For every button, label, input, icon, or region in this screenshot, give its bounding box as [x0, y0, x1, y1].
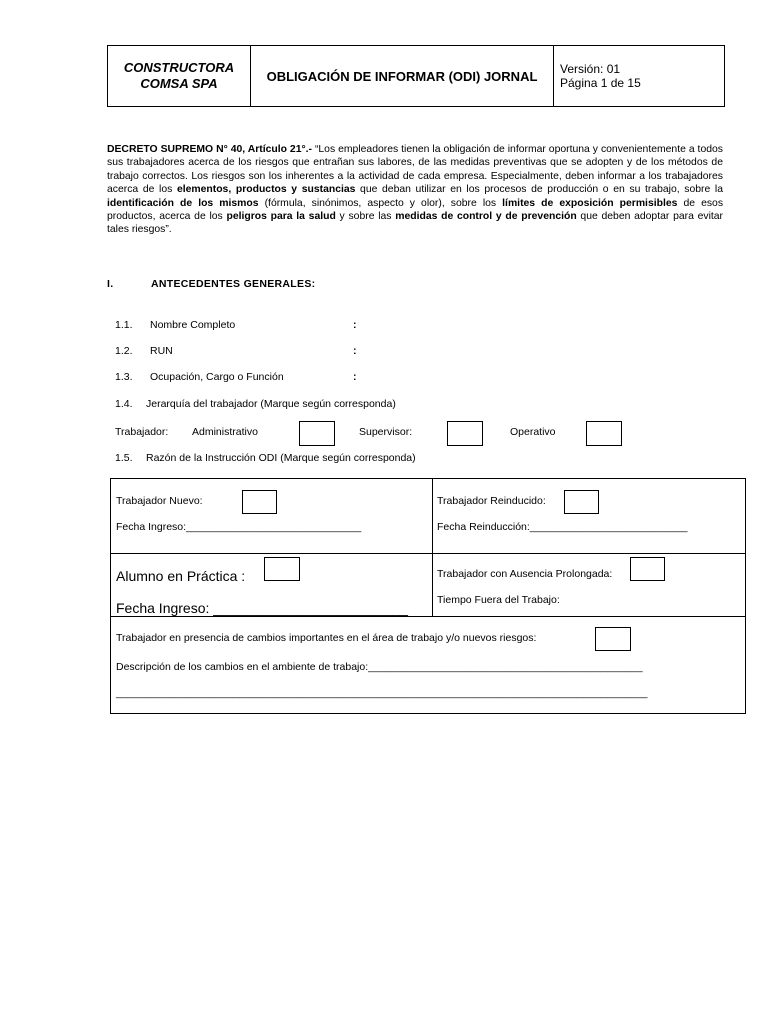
checkbox-reinduced-worker[interactable]: [564, 490, 599, 514]
decree-reference: DECRETO SUPREMO N° 40, Artículo 21°.-: [107, 144, 312, 155]
company-name-line2: COMSA SPA: [140, 76, 218, 91]
checkbox-administrativo[interactable]: [299, 421, 335, 446]
company-name-line1: CONSTRUCTORA: [123, 60, 235, 75]
field-row-occupation: 1.3. Ocupación, Cargo o Función :: [115, 371, 357, 383]
field-colon[interactable]: :: [353, 371, 357, 383]
reason-table: [110, 478, 746, 714]
section-heading: [107, 278, 316, 290]
option-administrativo-label: Administrativo: [192, 426, 258, 438]
field-row-run: 1.2. RUN :: [115, 345, 357, 357]
checkbox-operativo[interactable]: [586, 421, 622, 446]
changes-description-field[interactable]: Descripción de los cambios en el ambiente de trabajo:_______________________________________________: [116, 661, 643, 673]
hierarchy-heading: 1.4. Jerarquía del trabajador (Marque según corresponda): [115, 398, 396, 410]
reinduced-worker-label: Trabajador Reinducido:: [437, 495, 546, 507]
checkbox-changes[interactable]: [595, 627, 631, 651]
hierarchy-prefix: Trabajador:: [115, 426, 169, 438]
version-label: Versión: 01: [560, 62, 621, 76]
time-out-label: Tiempo Fuera del Trabajo:: [437, 594, 560, 606]
field-label-run: RUN: [150, 345, 173, 357]
field-colon[interactable]: :: [353, 345, 357, 357]
checkbox-supervisor[interactable]: [447, 421, 483, 446]
student-label: Alumno en Práctica :: [116, 568, 246, 584]
decree-paragraph: DECRETO SUPREMO N° 40, Artículo 21°.- “Los empleadores tienen la obligación de informar oportuna y convenientemente a todos sus trabajadores acerca de los riesgos que entrañan sus labores, de las medidas preventivas que se adopten y de los métodos de trabajo correctos. Los riesgos son los inherentes a la actividad de cada empresa. Especialmente, deben informar a los trabajadores acerca de los elementos, productos y sustancias que deban utilizar en los procesos de producción o en su trabajo, sobre la identificación de los mismos (fórmula, sinónimos, aspecto y olor), sobre los límites de exposición permisibles de esos productos, acerca de los peligros para la salud y sobre las medidas de control y de prevención que deben adoptar para evitar tales riesgos”.: [107, 144, 724, 236]
student-entry-date-field[interactable]: Fecha Ingreso: _________________________: [116, 600, 408, 616]
checkbox-absence[interactable]: [630, 557, 665, 581]
checkbox-new-worker[interactable]: [242, 490, 277, 514]
reason-heading: 1.5. Razón de la Instrucción ODI (Marque según corresponda): [115, 452, 416, 464]
document-header: [107, 45, 725, 107]
checkbox-student[interactable]: [264, 557, 300, 581]
reason-label: Razón de la Instrucción ODI (Marque según corresponda): [146, 452, 416, 464]
field-colon[interactable]: :: [353, 319, 357, 331]
field-label-occupation: Ocupación, Cargo o Función: [150, 371, 284, 383]
absence-label: Trabajador con Ausencia Prolongada:: [437, 568, 613, 580]
hierarchy-label: Jerarquía del trabajador (Marque según corresponda): [146, 398, 396, 410]
option-operativo-label: Operativo: [510, 426, 556, 438]
changes-description-blank-line[interactable]: ___________________________________________________________________________________________: [116, 687, 648, 699]
field-row-name: 1.1. Nombre Completo :: [115, 319, 357, 331]
reinduction-date-field[interactable]: Fecha Reinducción:___________________________: [437, 521, 688, 533]
section-number: I.: [107, 278, 114, 290]
field-label-name: Nombre Completo: [150, 319, 236, 331]
page-number: Página 1 de 15: [560, 76, 641, 90]
version-cell: [554, 46, 724, 106]
entry-date-field[interactable]: Fecha Ingreso:______________________________: [116, 521, 362, 533]
company-name-cell: [108, 46, 251, 106]
section-title: ANTECEDENTES GENERALES:: [151, 278, 316, 290]
new-worker-label: Trabajador Nuevo:: [116, 495, 203, 507]
document-title: OBLIGACIÓN DE INFORMAR (ODI) JORNAL: [251, 46, 554, 106]
changes-label: Trabajador en presencia de cambios importantes en el área de trabajo y/o nuevos riesgos:: [116, 632, 537, 644]
option-supervisor-label: Supervisor:: [359, 426, 413, 438]
